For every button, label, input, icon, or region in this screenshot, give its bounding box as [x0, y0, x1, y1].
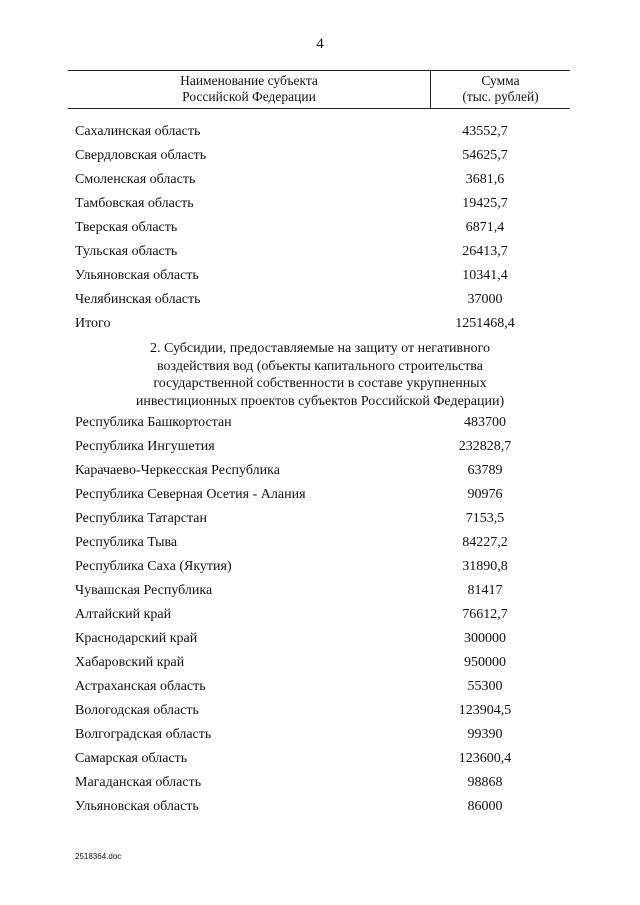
table-header [68, 70, 570, 109]
table-row [0, 411, 640, 435]
table-row [0, 192, 640, 216]
subject-sum: 123600,4 [458, 751, 512, 766]
subject-name: Республика Ингушетия [75, 439, 215, 454]
subject-name: Республика Башкортостан [75, 415, 232, 430]
subject-name: Самарская область [75, 751, 188, 766]
table-row [0, 555, 640, 579]
subject-name: Ульяновская область [75, 799, 199, 814]
subject-name: Волгоградская область [75, 727, 212, 742]
subject-name: Республика Северная Осетия - Алания [75, 487, 306, 502]
subject-sum: 54625,7 [462, 148, 508, 163]
table-row [0, 435, 640, 459]
subject-name: Магаданская область [75, 775, 202, 790]
subject-sum: 81417 [467, 583, 503, 598]
section-title [90, 340, 550, 410]
subject-name: Чувашская Республика [75, 583, 213, 598]
subject-sum: 86000 [467, 799, 503, 814]
subject-sum: 483700 [464, 415, 506, 430]
subject-name: Краснодарский край [75, 631, 198, 646]
table-body-top [0, 120, 640, 336]
table-row [0, 675, 640, 699]
subject-sum: 43552,7 [462, 124, 508, 139]
subject-sum: 232828,7 [458, 439, 512, 454]
subject-name: Вологодская область [75, 703, 199, 718]
section-title-line2: воздействия вод (объекты капитального строительства [157, 358, 483, 374]
subject-name: Алтайский край [75, 607, 172, 622]
column-header-sum [431, 73, 570, 105]
table-row [0, 723, 640, 747]
subject-sum: 63789 [467, 463, 503, 478]
subject-name: Республика Тыва [75, 535, 178, 550]
section-title-line3: государственной собственности в составе укрупненных [153, 376, 487, 391]
subject-name: Смоленская область [75, 172, 196, 187]
table-row [0, 459, 640, 483]
subject-name: Челябинская область [75, 292, 201, 307]
table-row [0, 603, 640, 627]
subject-sum: 31890,8 [462, 559, 508, 574]
table-row [0, 144, 640, 168]
table-row [0, 216, 640, 240]
table-row [0, 264, 640, 288]
subject-name: Карачаево-Черкесская Республика [75, 463, 280, 478]
page-number: 4 [316, 36, 324, 52]
subject-name: Астраханская область [75, 679, 206, 694]
subject-name: Хабаровский край [75, 655, 185, 670]
subject-name: Ульяновская область [75, 268, 199, 283]
subject-sum: 950000 [464, 655, 506, 670]
column-header-subject [68, 73, 430, 105]
column-header-subject-line2: Российской Федерации [182, 89, 316, 104]
section-title-line4: инвестиционных проектов субъектов Российской Федерации) [135, 393, 505, 409]
subject-sum: 37000 [467, 292, 503, 307]
subject-name: Сахалинская область [75, 124, 201, 139]
subject-sum: 98868 [467, 775, 503, 790]
total-label: Итого [75, 316, 111, 331]
subject-sum: 84227,2 [462, 535, 508, 550]
subject-name: Тульская область [75, 244, 178, 259]
table-row [0, 531, 640, 555]
subject-sum: 55300 [467, 679, 503, 694]
table-row [0, 168, 640, 192]
subject-sum: 90976 [467, 487, 503, 502]
subject-sum: 26413,7 [462, 244, 508, 259]
subject-name: Тамбовская область [75, 196, 194, 211]
table-row [0, 579, 640, 603]
subject-name: Республика Саха (Якутия) [75, 559, 232, 574]
column-header-sum-line1: Сумма [481, 73, 520, 88]
table-row [0, 120, 640, 144]
table-row [0, 288, 640, 312]
table-row [0, 627, 640, 651]
subject-sum: 6871,4 [465, 220, 505, 235]
table-row [0, 507, 640, 531]
table-body-bottom [0, 411, 640, 819]
table-row [0, 795, 640, 819]
column-header-subject-line1: Наименование субъекта [180, 73, 318, 88]
subject-sum: 300000 [464, 631, 506, 646]
section-title-line1: 2. Субсидии, предоставляемые на защиту от негативного [150, 341, 490, 356]
subject-sum: 3681,6 [465, 172, 505, 187]
subject-sum: 7153,5 [465, 511, 505, 526]
column-header-sum-line2: (тыс. рублей) [462, 89, 539, 104]
table-row [0, 483, 640, 507]
subject-sum: 19425,7 [462, 196, 508, 211]
subject-name: Тверская область [75, 220, 178, 235]
subject-sum: 123904,5 [458, 703, 512, 718]
table-row [0, 240, 640, 264]
subject-sum: 76612,7 [462, 607, 508, 622]
total-sum: 1251468,4 [455, 316, 515, 331]
table-row [0, 747, 640, 771]
table-row [0, 651, 640, 675]
subject-sum: 10341,4 [462, 268, 508, 283]
subject-sum: 99390 [467, 727, 503, 742]
document-filename: 2518364.doc [75, 852, 122, 861]
total-row [0, 312, 640, 336]
subject-name: Свердловская область [75, 148, 207, 163]
table-row [0, 771, 640, 795]
subject-name: Республика Татарстан [75, 511, 208, 526]
table-row [0, 699, 640, 723]
